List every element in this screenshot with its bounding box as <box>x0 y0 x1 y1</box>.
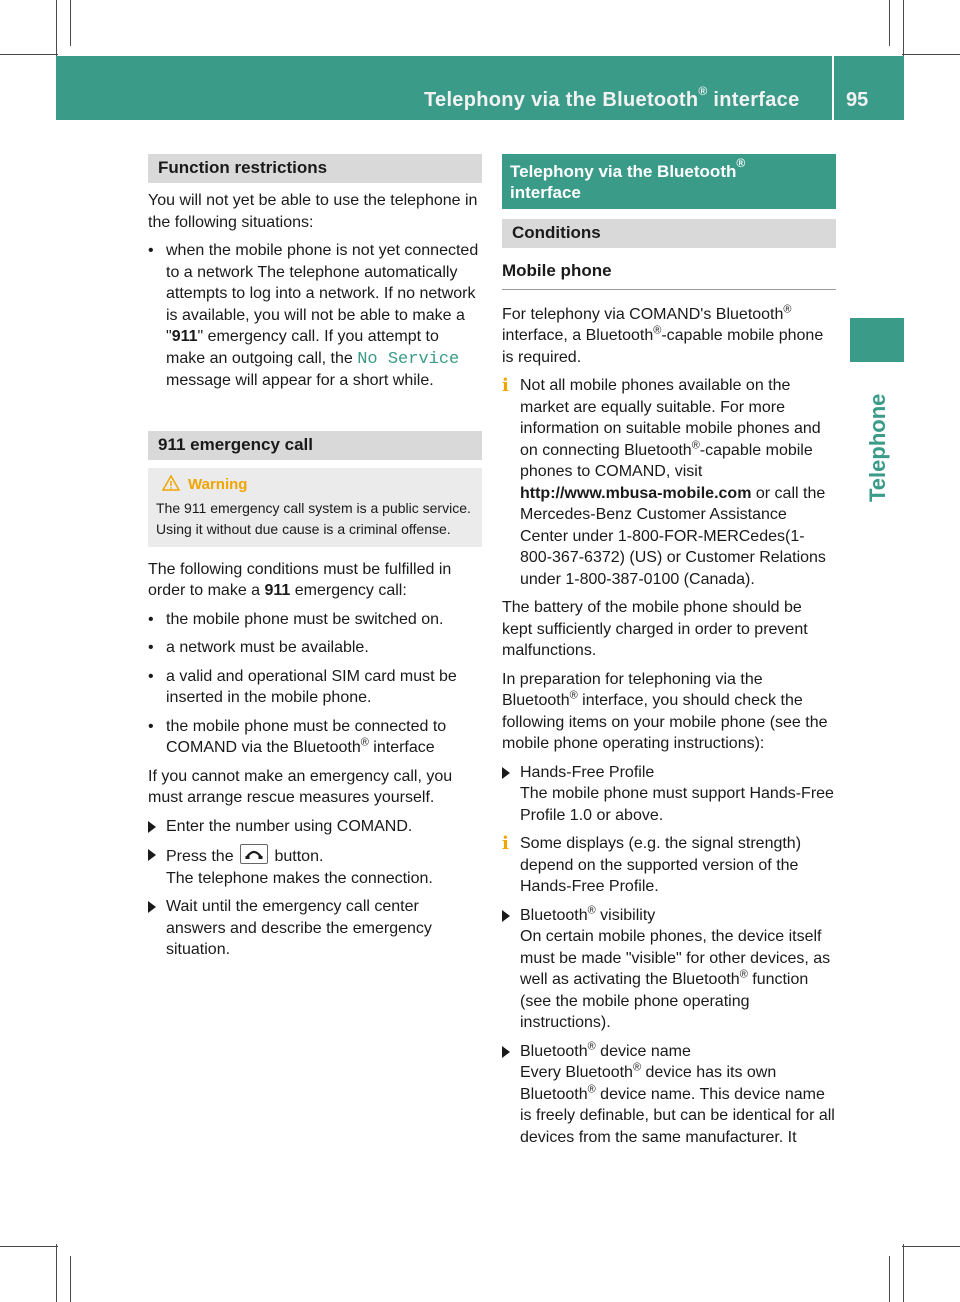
paragraph: The battery of the mobile phone should be kept sufficiently charged in order to prevent malfunctions. <box>502 599 808 659</box>
step-item: Bluetooth® device name Every Bluetooth® device has its own Bluetooth® device name. This device name is freely definable, but can be identical for all devices from the same manufacturer. It <box>502 1041 836 1149</box>
crop-mark <box>902 1246 960 1247</box>
section-heading-911: 911 emergency call <box>148 431 482 460</box>
info-note: i Some displays (e.g. the signal strength) depend on the supported version of the Hands-Free Profile. <box>502 833 802 895</box>
crop-mark <box>70 0 71 46</box>
page-header-title: Telephony via the Bluetooth® interface <box>424 84 800 111</box>
list-item: • a valid and operational SIM card must be inserted in the mobile phone. <box>148 667 457 706</box>
crop-mark <box>56 0 57 58</box>
warning-text: The 911 emergency call system is a public service. Using it without due cause is a criminal offense. <box>156 499 471 537</box>
crop-mark <box>0 1246 58 1247</box>
paragraph: In preparation for telephoning via the Bluetooth® interface, you should check the following items on your mobile phone (see the mobile phone operating instructions): <box>502 670 828 752</box>
section-title-bluetooth: Telephony via the Bluetooth® interface <box>502 154 836 209</box>
cannot-call-note: If you cannot make an emergency call, you must arrange rescue measures yourself. <box>148 767 453 806</box>
warning-title: Warning <box>156 474 474 495</box>
step-item: Press the button. The telephone makes the connection. <box>148 844 482 889</box>
arrow-icon <box>502 910 510 922</box>
step-item: Bluetooth® visibility On certain mobile phones, the device itself must be made "visible" for other devices, as well as activating the Bluetooth® function (see the mobile phone operating instructions). <box>502 905 836 1034</box>
info-note: i Not all mobile phones available on the market are equally suitable. For more information on suitable mobile phones and on connecting Bluetooth®-capable mobile phones to COMAND, visit http://www.mbusa-mobile.com or call the Mercedes-Benz Customer Assistance Center under 1-800-FOR-MERCedes(1-800-367-6372) (US) or Customer Relations under 1-800-387-0100 (Canada). <box>502 375 826 588</box>
side-tab-label: Telephone <box>865 393 890 502</box>
bullet-icon: • <box>148 610 154 628</box>
crop-mark <box>889 0 890 46</box>
bullet-icon: • <box>148 667 154 685</box>
info-icon: i <box>502 375 509 396</box>
section-heading-function-restrictions: Function restrictions <box>148 154 482 183</box>
website-url[interactable]: http://www.mbusa-mobile.com <box>520 484 752 502</box>
arrow-icon <box>502 1046 510 1058</box>
list-item: • when the mobile phone is not yet connected to a network The telephone automatically attempts to log into a network. If no network is available, you will not be able to make a "911" emergency call. If you attempt to make an outgoing call, the No Service message will appear for a short while. <box>148 242 479 389</box>
conditions-intro: The following conditions must be fulfilled in order to make a 911 emergency call: <box>148 560 452 599</box>
warning-box <box>148 468 482 547</box>
side-tab-marker <box>850 318 904 362</box>
phone-button-icon <box>240 844 268 864</box>
restrictions-intro: You will not yet be able to use the telephone in the following situations: <box>148 192 478 231</box>
bullet-icon: • <box>148 639 154 656</box>
list-item: • the mobile phone must be switched on. <box>148 609 482 631</box>
warning-triangle-icon <box>162 475 180 491</box>
info-icon: i <box>502 833 509 854</box>
arrow-icon <box>148 849 156 861</box>
crop-mark <box>903 0 904 58</box>
bullet-icon: • <box>148 717 154 735</box>
arrow-icon <box>502 767 510 779</box>
step-item: Enter the number using COMAND. <box>148 816 482 838</box>
arrow-icon <box>148 821 156 833</box>
paragraph: For telephony via COMAND's Bluetooth® interface, a Bluetooth®-capable mobile phone is required. <box>502 303 824 366</box>
step-result: The telephone makes the connection. <box>166 869 433 887</box>
list-item: • a network must be available. <box>148 637 482 659</box>
right-column <box>502 154 836 1155</box>
bullet-icon: • <box>148 242 154 259</box>
crop-mark <box>0 54 58 55</box>
crop-mark <box>889 1256 890 1302</box>
step-item: Wait until the emergency call center answers and describe the emergency situation. <box>148 896 482 961</box>
subheading-mobile-phone: Mobile phone <box>502 256 836 290</box>
arrow-icon <box>148 901 156 913</box>
section-heading-conditions: Conditions <box>502 219 836 248</box>
page-number: 95 <box>846 89 869 111</box>
crop-mark <box>70 1256 71 1302</box>
step-item: Hands-Free Profile The mobile phone must support Hands-Free Profile 1.0 or above. <box>502 762 836 827</box>
crop-mark <box>903 1244 904 1302</box>
display-message: No Service <box>357 349 460 369</box>
header-divider <box>832 56 834 120</box>
left-column <box>148 154 482 968</box>
crop-mark <box>56 1244 57 1302</box>
crop-mark <box>902 54 960 55</box>
list-item: • the mobile phone must be connected to COMAND via the Bluetooth® interface <box>148 717 447 756</box>
